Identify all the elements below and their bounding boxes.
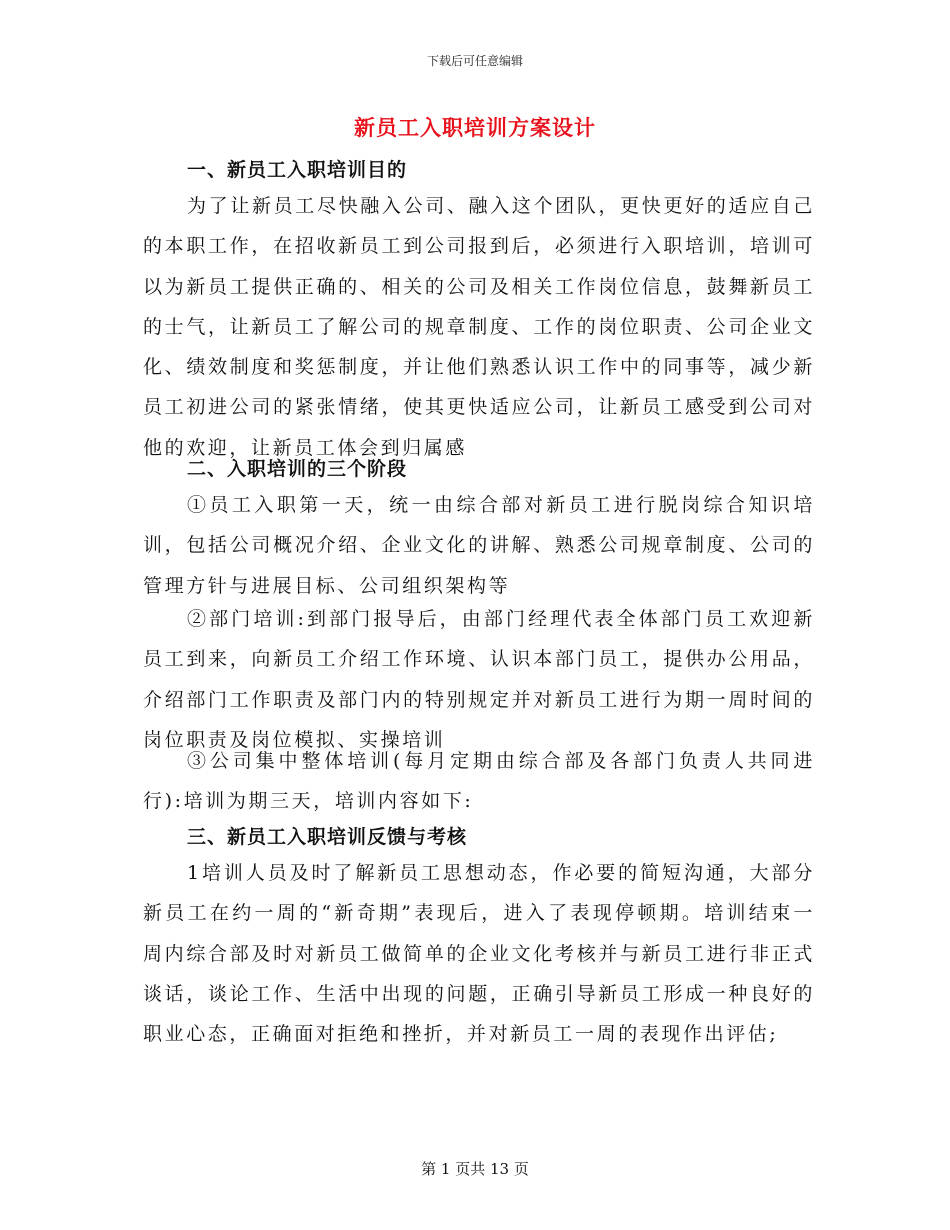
paragraph-1-1: 为了让新员工尽快融入公司、融入这个团队，更快更好的适应自己的本职工作，在招收新员工到公司报到后，必须进行入职培训，培训可以为新员工提供正确的、相关的公司及相关工作岗位信息，鼓舞新员工的士气，让新员工了解公司的规章制度、工作的岗位职责、公司企业文化、绩效制度和奖惩制度，并让他们熟悉认识工作中的同事等，减少新员工初进公司的紧张情绪，使其更快适应公司，让新员工感受到公司对他的欢迎，让新员工体会到归属感 [143,195,815,459]
page-header: 下载后可任意编辑 [426,54,523,68]
paragraph-2-1: ①员工入职第一天，统一由综合部对新员工进行脱岗综合知识培训，包括公司概况介绍、企业文化的讲解、熟悉公司规章制度、公司的管理方针与进展目标、公司组织架构等 [143,494,815,597]
section-heading-1: 一、新员工入职培训目的 [187,159,408,181]
page-footer: 第 1 页共 13 页 [421,1160,529,1178]
section-heading-2: 二、入职培训的三个阶段 [187,458,408,480]
document-title: 新员工入职培训方案设计 [354,115,596,140]
section-heading-3: 三、新员工入职培训反馈与考核 [187,826,468,848]
paragraph-3-1: 1培训人员及时了解新员工思想动态，作必要的简短沟通，大部分新员工在约一周的“新奇期”表现后，进入了表现停顿期。培训结束一周内综合部及时对新员工做简单的企业文化考核并与新员工进行非正式谈话，谈论工作、生活中出现的问题，正确引导新员工形成一种良好的职业心态，正确面对拒绝和挫折，并对新员工一周的表现作出评估; [143,862,815,1046]
paragraph-2-3: ③公司集中整体培训(每月定期由综合部及各部门负责人共同进行):培训为期三天，培训内容如下: [143,750,815,813]
paragraph-2-2: ②部门培训:到部门报导后，由部门经理代表全体部门员工欢迎新员工到来，向新员工介绍工作环境、认识本部门员工，提供办公用品，介绍部门工作职责及部门内的特别规定并对新员工进行为期一周时间的岗位职责及岗位模拟、实操培训 [143,608,815,751]
